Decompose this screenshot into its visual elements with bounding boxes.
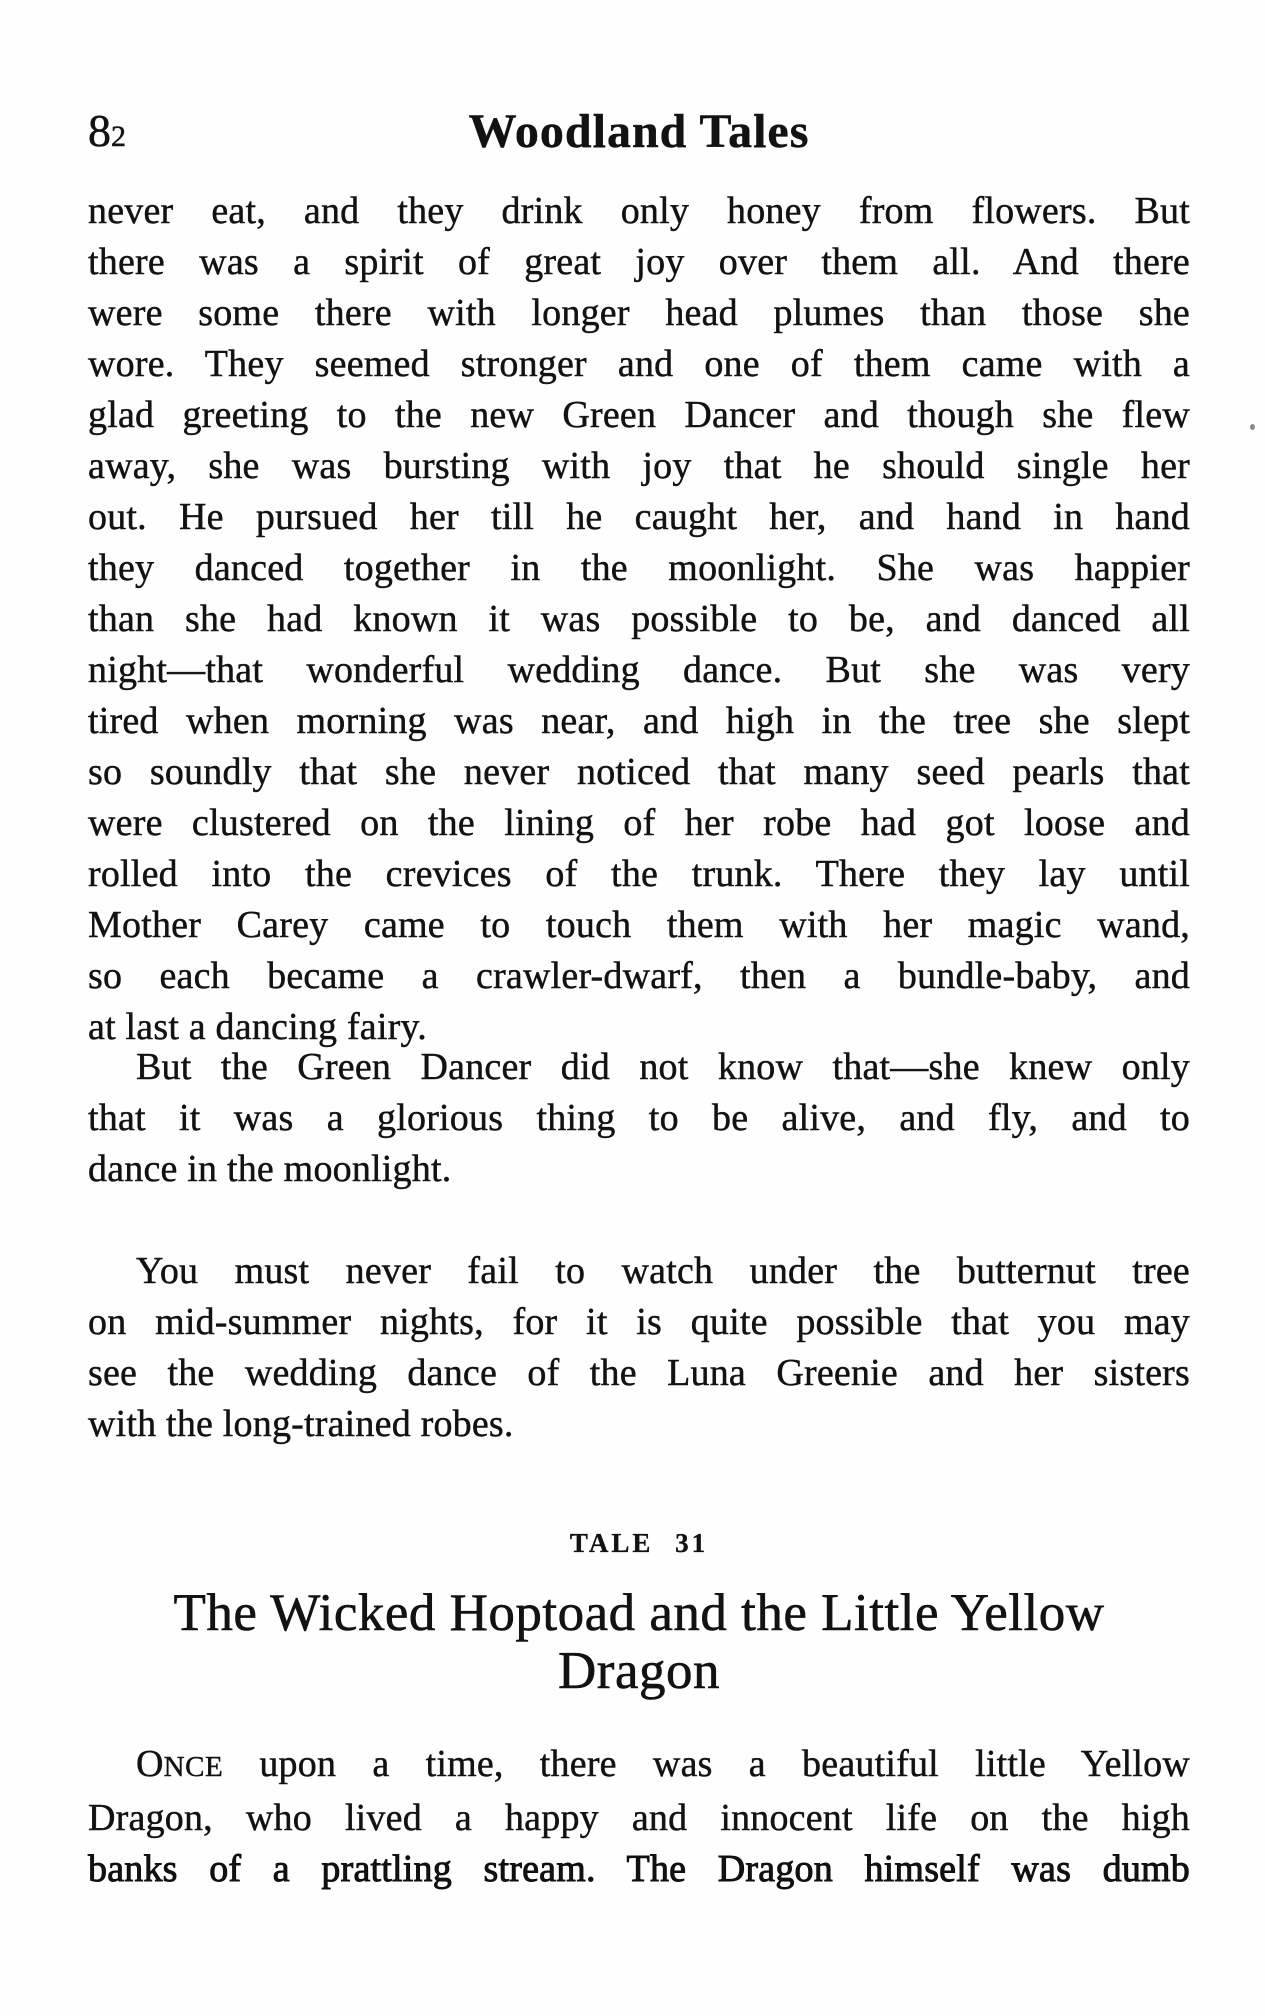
text-line: banks of a prattling stream. The Dragon himself was dumb <box>88 1848 1190 1890</box>
text-line: Dragon, who lived a happy and innocent life on the high <box>88 1797 1190 1839</box>
text-line: wore. They seemed stronger and one of them came with a <box>88 343 1190 385</box>
text-line: tired when morning was near, and high in the tree she slept <box>88 700 1190 742</box>
text-line: than she had known it was possible to be, and danced all <box>88 598 1190 640</box>
paragraph-2 <box>88 1042 1190 1195</box>
text-line: away, she was bursting with joy that he should single her <box>88 445 1190 487</box>
text-line: were clustered on the lining of her robe had got loose and <box>88 802 1190 844</box>
text-line: were some there with longer head plumes than those she <box>88 292 1190 334</box>
running-header <box>88 106 1190 162</box>
tale-title-line-1: The Wicked Hoptoad and the Little Yellow <box>173 1584 1105 1642</box>
text-line: on mid-summer nights, for it is quite possible that you may <box>88 1301 1190 1343</box>
opener-rest: upon a time, there was a beautiful little Yellow <box>223 1743 1190 1785</box>
tale-number-heading: TALE 31 <box>569 1528 709 1558</box>
text-line: glad greeting to the new Green Dancer and though she flew <box>88 394 1190 436</box>
page-number-sub: 2 <box>111 120 126 153</box>
text-line: they danced together in the moonlight. She was happier <box>88 547 1190 589</box>
text-line: rolled into the crevices of the trunk. There they lay until <box>88 853 1190 895</box>
text-line: at last a dancing fairy. <box>88 1006 427 1048</box>
text-line: dance in the moonlight. <box>88 1148 452 1190</box>
page-number-main: 8 <box>88 105 111 156</box>
text-line: night—that wonderful wedding dance. But she was very <box>88 649 1190 691</box>
text-line: so each became a crawler-dwarf, then a bundle-baby, and <box>88 955 1190 997</box>
text-line: out. He pursued her till he caught her, and hand in hand <box>88 496 1190 538</box>
text-line: never eat, and they drink only honey from flowers. But <box>88 190 1190 232</box>
text-line: Mother Carey came to touch them with her magic wand, <box>88 904 1190 946</box>
scan-artifact-dot <box>1250 424 1255 430</box>
paragraph-1 <box>88 186 1190 1053</box>
text-line: see the wedding dance of the Luna Greenie and her sisters <box>88 1352 1190 1394</box>
text-line: But the Green Dancer did not know that—she knew only <box>136 1046 1190 1088</box>
text-line: You must never fail to watch under the butternut tree <box>136 1250 1190 1292</box>
text-line <box>88 1739 1190 1793</box>
opener-initial: O <box>136 1743 164 1785</box>
text-line: that it was a glorious thing to be alive, and fly, and to <box>88 1097 1190 1139</box>
text-line: there was a spirit of great joy over them all. And there <box>88 241 1190 283</box>
tale-title <box>88 1584 1190 1700</box>
text-line: with the long-trained robes. <box>88 1403 514 1445</box>
tale-title-line-2: Dragon <box>558 1642 720 1700</box>
opener-small-caps: NCE <box>163 1751 224 1783</box>
text-line: so soundly that she never noticed that many seed pearls that <box>88 751 1190 793</box>
paragraph-4 <box>88 1739 1190 1895</box>
paragraph-3 <box>88 1246 1190 1450</box>
book-title: Woodland Tales <box>468 105 810 158</box>
